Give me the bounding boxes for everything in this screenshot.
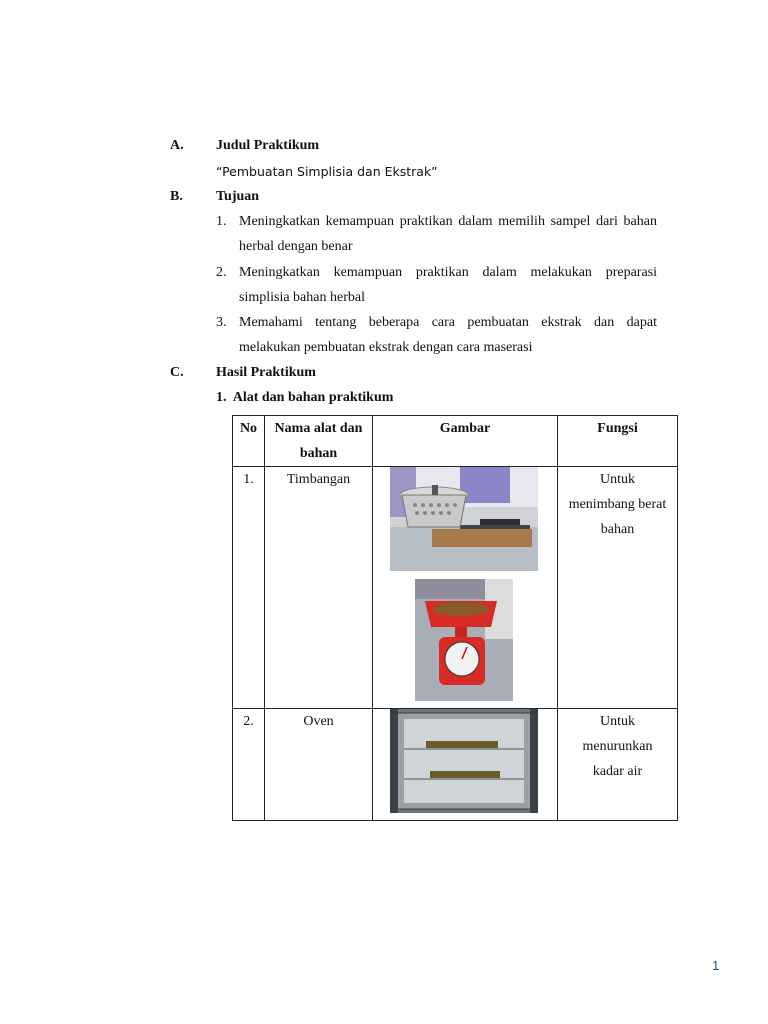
- section-b-heading: Tujuan: [216, 189, 260, 204]
- objective-item: [216, 209, 657, 259]
- objective-text: Meningkatkan kemampuan praktikan dalam memilih sampel dari bahan herbal dengan benar: [239, 214, 657, 254]
- header-nama: Nama alat dan bahan: [265, 416, 373, 467]
- row-function: Untuk menurunkan kadar air: [558, 709, 678, 821]
- table-header-row: [233, 416, 678, 467]
- table-row: [233, 709, 678, 821]
- page-number: 1: [712, 958, 720, 973]
- header-gambar: Gambar: [373, 416, 558, 467]
- objective-item: [216, 310, 657, 360]
- objective-item: [216, 260, 657, 310]
- section-c-heading: Hasil Praktikum: [216, 365, 316, 380]
- row-images: [373, 467, 558, 709]
- equipment-table: [232, 415, 678, 821]
- practicum-title: “Pembuatan Simplisia dan Ekstrak”: [216, 164, 438, 179]
- objective-text: Meningkatkan kemampuan praktikan dalam melakukan preparasi simplisia bahan herbal: [239, 265, 657, 305]
- balance-scale-photo: [390, 467, 538, 571]
- section-c-letter: C.: [170, 365, 184, 380]
- row-name: Oven: [265, 709, 373, 821]
- section-b-letter: B.: [170, 189, 183, 204]
- kitchen-scale-photo: [415, 579, 513, 701]
- objective-number: 2.: [216, 265, 227, 280]
- header-no: No: [233, 416, 265, 467]
- section-a-heading: Judul Praktikum: [216, 138, 320, 153]
- row-number: 2.: [233, 709, 265, 821]
- objective-number: 1.: [216, 214, 227, 229]
- oven-photo: [390, 709, 538, 813]
- subsection-heading: 1. Alat dan bahan praktikum: [216, 390, 394, 405]
- table-row: [233, 467, 678, 709]
- header-fungsi: Fungsi: [558, 416, 678, 467]
- section-a-letter: A.: [170, 138, 184, 153]
- row-images: [373, 709, 558, 821]
- objective-text: Memahami tentang beberapa cara pembuatan ekstrak dan dapat melakukan pembuatan ekstrak dengan cara maserasi: [239, 315, 657, 355]
- row-number: 1.: [233, 467, 265, 709]
- row-function: Untuk menimbang berat bahan: [558, 467, 678, 709]
- objective-number: 3.: [216, 315, 227, 330]
- row-name: Timbangan: [265, 467, 373, 709]
